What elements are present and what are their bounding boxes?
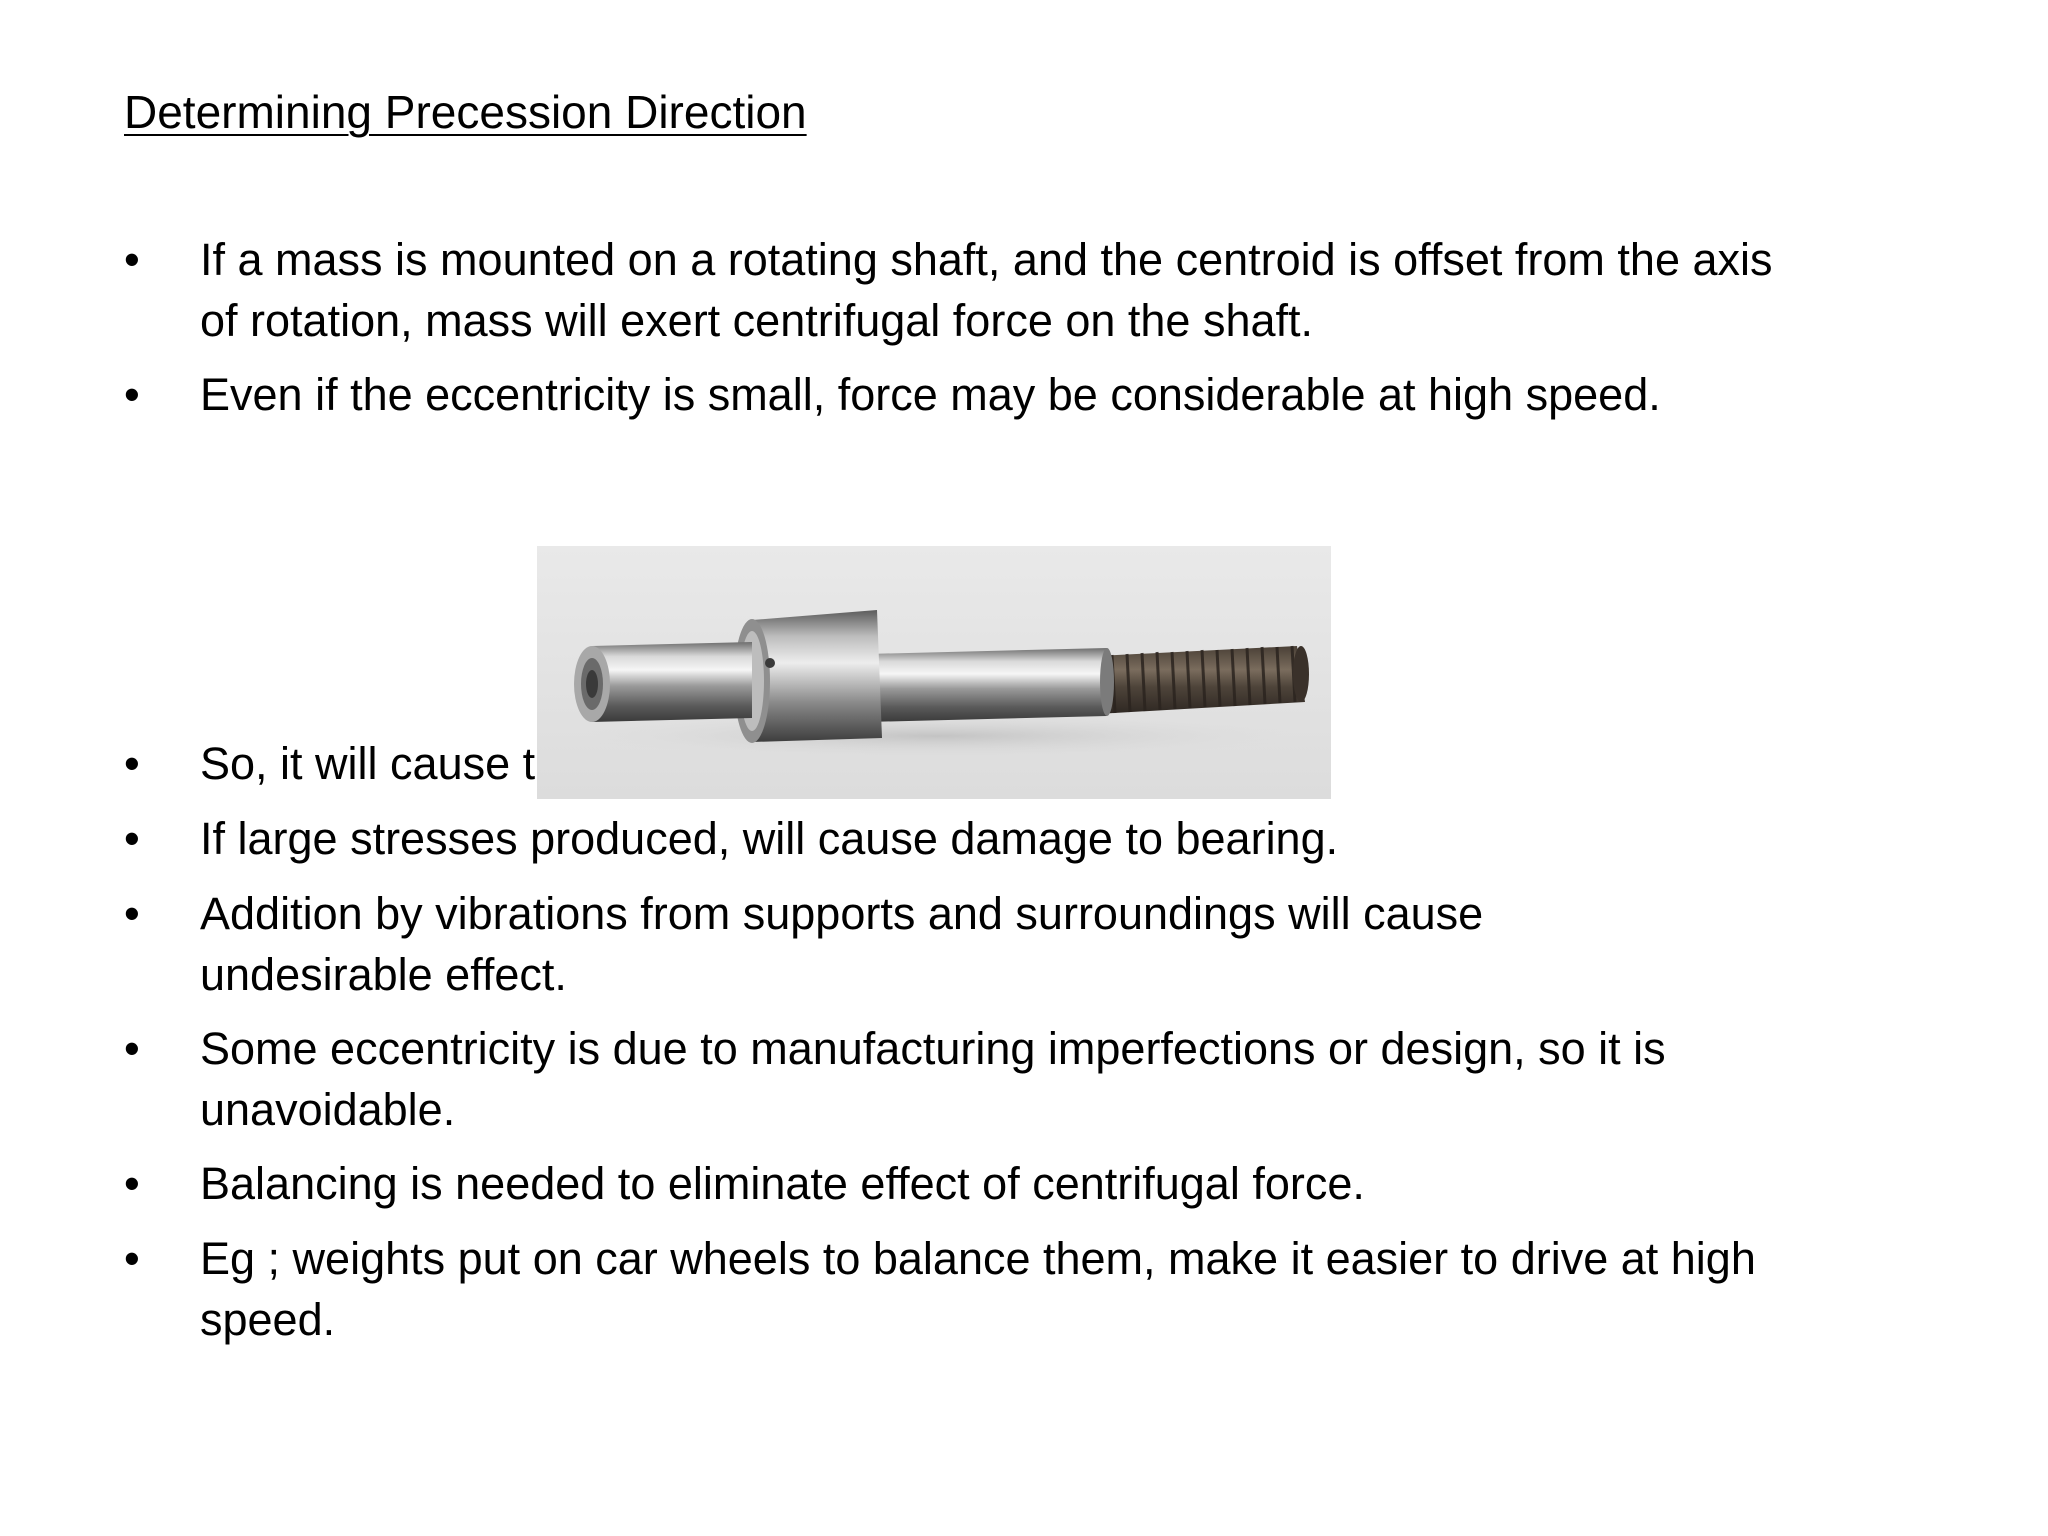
- list-item-text: Addition by vibrations from supports and surroundings will cause undesirable effect.: [200, 888, 1484, 1000]
- bullet-point-icon: •: [124, 813, 140, 864]
- list-item-text: Some eccentricity is due to manufacturing imperfections or design, so it is unavoidable.: [200, 1023, 1666, 1135]
- bullet-point-icon: •: [124, 1023, 140, 1074]
- list-item-text: Eg ; weights put on car wheels to balance them, make it easier to drive at high speed.: [200, 1233, 1756, 1345]
- bullet-point-icon: •: [124, 1158, 140, 1209]
- slide-title: Determining Precession Direction: [124, 86, 807, 138]
- list-item-text: Even if the eccentricity is small, force may be considerable at high speed.: [200, 369, 1661, 420]
- bullet-point-icon: •: [124, 1233, 140, 1284]
- bullet-point-icon: •: [124, 234, 140, 285]
- threaded-shaft-photo: [537, 546, 1331, 799]
- collar: [734, 610, 882, 743]
- bullet-point-icon: •: [124, 888, 140, 939]
- list-item-text: If a mass is mounted on a rotating shaft, and the centroid is offset from the axis of rotation, mass will exert centrifugal force on the shaft.: [200, 234, 1773, 346]
- thread-section: [1097, 646, 1309, 714]
- list-item-text: If large stresses produced, will cause damage to bearing.: [200, 813, 1339, 864]
- bullet-point-icon: •: [124, 369, 140, 420]
- list-item-text: So, it will cause t: [200, 738, 536, 789]
- bullet-point-icon: •: [124, 738, 140, 789]
- list-item-text: Balancing is needed to eliminate effect of centrifugal force.: [200, 1158, 1365, 1209]
